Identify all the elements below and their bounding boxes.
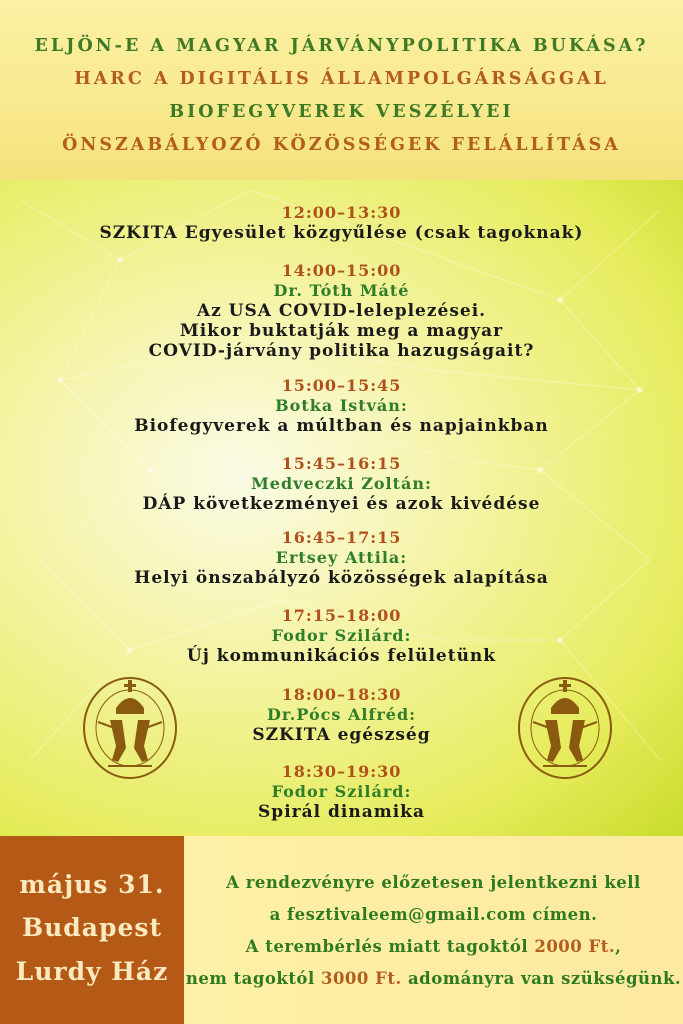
event-venue: Lurdy Ház	[15, 957, 169, 986]
headline-2: HARC A DIGITÁLIS ÁLLAMPOLGÁRSÁGGAL	[74, 69, 609, 89]
contact-suffix: címen.	[532, 905, 598, 924]
program-time: 17:15–18:00	[281, 606, 402, 625]
event-date: május 31.	[19, 870, 165, 899]
program-talk: Új kommunikációs felületünk	[186, 646, 497, 666]
contact-email[interactable]: fesztivaleem@gmail.com	[287, 905, 527, 924]
program-talk: Mikor buktatják meg a magyar	[179, 321, 504, 341]
program-talk: Az USA COVID-leleplezései.	[196, 301, 487, 321]
program-time: 16:45–17:15	[281, 528, 402, 547]
event-city: Budapest	[22, 913, 162, 942]
program-time: 14:00–15:00	[281, 261, 402, 280]
program-talk: SZKITA egészség	[252, 725, 431, 745]
program-time: 18:00–18:30	[281, 685, 402, 704]
nonmember-fee: 3000 Ft.	[320, 969, 402, 988]
program-talk: COVID-járvány politika hazugságait?	[148, 341, 535, 361]
program-item	[0, 376, 683, 436]
program-item	[0, 261, 683, 361]
fee-members-text: A terembérlés miatt tagoktól	[245, 937, 529, 956]
fee-nonmembers-text: nem tagoktól	[185, 969, 315, 988]
headline-3: BIOFEGYVEREK VESZÉLYEI	[169, 102, 514, 122]
program-speaker: Medveczki Zoltán:	[251, 474, 432, 493]
registration-note: A rendezvényre előzetesen jelentkezni kell	[226, 873, 641, 892]
fee-members-suffix: ,	[615, 937, 622, 956]
program-talk: Helyi önszabályzó közösségek alapítása	[134, 568, 549, 588]
program-item	[0, 528, 683, 588]
contact-prefix: a	[269, 905, 281, 924]
program-talk: Biofegyverek a múltban és napjainkban	[134, 416, 549, 436]
program-talk: DÁP következményei és azok kivédése	[142, 494, 541, 514]
fee-members-line	[184, 937, 683, 956]
holy-crown-griffins-emblem	[80, 670, 180, 780]
program-speaker: Botka István:	[275, 396, 408, 415]
program-speaker: Fodor Szilárd:	[271, 626, 412, 645]
program-time: 12:00–13:30	[281, 203, 402, 222]
holy-crown-griffins-emblem	[515, 670, 615, 780]
fee-nonmembers-suffix: adományra van szükségünk.	[407, 969, 682, 988]
program-item	[0, 454, 683, 514]
program-talk: SZKITA Egyesület közgyűlése (csak tagoknak)	[99, 223, 584, 243]
program-speaker: Fodor Szilárd:	[271, 782, 412, 801]
headline-4: ÖNSZABÁLYOZÓ KÖZÖSSÉGEK FELÁLLÍTÁSA	[62, 135, 621, 155]
program-time: 18:30–19:30	[281, 762, 402, 781]
program-speaker: Ertsey Attila:	[275, 548, 408, 567]
program-talk: Spirál dinamika	[258, 802, 425, 822]
program-speaker: Dr.Pócs Alfréd:	[266, 705, 417, 724]
program-time: 15:45–16:15	[281, 454, 402, 473]
fee-nonmembers-line	[184, 969, 683, 988]
member-fee: 2000 Ft.	[534, 937, 616, 956]
program-time: 15:00–15:45	[281, 376, 402, 395]
program-speaker: Dr. Tóth Máté	[273, 281, 410, 300]
program-item	[0, 203, 683, 243]
headline-1: ELJÖN-E A MAGYAR JÁRVÁNYPOLITIKA BUKÁSA?	[34, 36, 649, 56]
program-item	[0, 606, 683, 666]
contact-line	[184, 905, 683, 924]
